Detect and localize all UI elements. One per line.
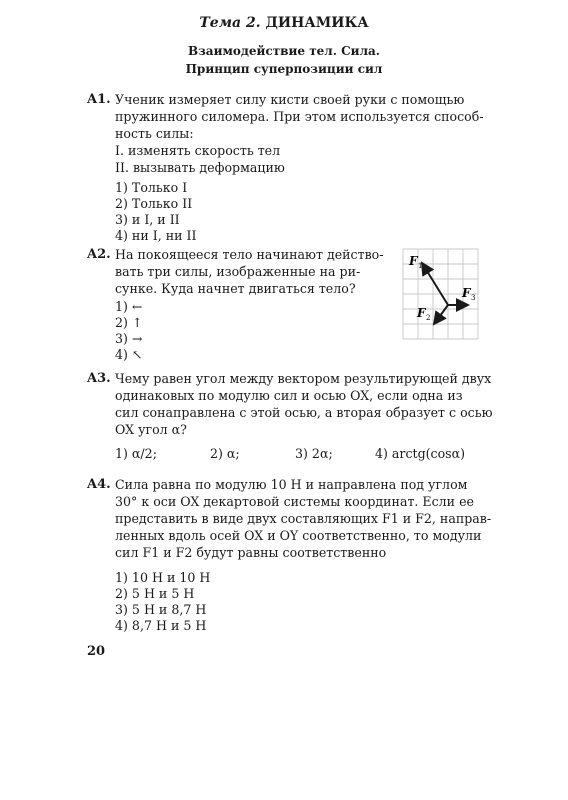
- force-f3-label: F: [462, 286, 471, 300]
- question-a2-option: 1) ←: [115, 299, 143, 314]
- question-a4-text-line: ленных вдоль осей OX и OY соответственно, то модули: [115, 528, 482, 543]
- force-f3-subscript: 3: [471, 294, 476, 302]
- question-a4-text-line: сил F1 и F2 будут равны соответственно: [115, 545, 387, 560]
- section-subtitle-line1: Взаимодействие тел. Сила.: [188, 44, 380, 58]
- chapter-title: [0, 15, 568, 31]
- question-a4-option: 2) 5 Н и 5 Н: [115, 586, 195, 601]
- question-a1-text-line: Ученик измеряет силу кисти своей руки с помощью: [115, 92, 465, 107]
- question-a3-option: 4) arctg(cosα): [375, 446, 466, 461]
- force-f2-label: F: [417, 306, 426, 320]
- page-number: 20: [87, 644, 106, 659]
- question-a3-text-line: сил сонаправлена с этой осью, а вторая образует с осью: [115, 405, 493, 420]
- force-f2-subscript: 2: [426, 314, 431, 322]
- question-a2-text-line: вать три силы, изображенные на ри-: [115, 264, 361, 279]
- question-a1-number: A1.: [87, 92, 111, 107]
- section-subtitle-line2: Принцип суперпозиции сил: [185, 62, 383, 76]
- question-a1-option: 4) ни I, ни II: [115, 228, 197, 243]
- question-a1-option: 2) Только II: [115, 196, 193, 211]
- question-a1-text-line: I. изменять скорость тел: [115, 143, 281, 158]
- question-a4-option: 3) 5 Н и 8,7 Н: [115, 602, 207, 617]
- question-a3-text-line: одинаковых по модулю сил и осью OX, если одна из: [115, 388, 463, 403]
- question-a4-text-line: представить в виде двух составляющих F1 и F2, направ-: [115, 511, 492, 526]
- force-vectors-figure: [395, 245, 490, 345]
- question-a3-option: 1) α/2;: [115, 446, 157, 461]
- question-a3-option: 3) 2α;: [295, 446, 333, 461]
- question-a1-option: 1) Только I: [115, 180, 188, 195]
- force-f1-arrow: [422, 263, 448, 305]
- question-a3-text-line: Чему равен угол между вектором результирующей двух: [115, 371, 492, 386]
- question-a4-option: 4) 8,7 Н и 5 Н: [115, 618, 207, 633]
- question-a2-text-line: сунке. Куда начнет двигаться тело?: [115, 281, 356, 296]
- question-a4-text-line: Сила равна по модулю 10 Н и направлена под углом: [115, 477, 468, 492]
- question-a4-text-line: 30° к оси OX декартовой системы координат. Если ее: [115, 494, 474, 509]
- question-a3-text-line: OX угол α?: [115, 422, 187, 437]
- question-a1-text-line: II. вызывать деформацию: [115, 160, 285, 175]
- question-a2-option: 4) ↖: [115, 347, 143, 362]
- question-a3-number: A3.: [87, 371, 111, 386]
- chapter-title-prefix: Тема 2.: [199, 15, 261, 31]
- question-a4-option: 1) 10 Н и 10 Н: [115, 570, 211, 585]
- question-a2-option: 3) →: [115, 331, 143, 346]
- force-f2-arrow: [434, 305, 448, 324]
- question-a4-number: A4.: [87, 477, 111, 492]
- chapter-title-main: ДИНАМИКА: [265, 15, 369, 31]
- force-f1-subscript: 1: [418, 262, 423, 270]
- question-a1-text-line: ность силы:: [115, 126, 194, 141]
- question-a1-text-line: пружинного силомера. При этом используется способ-: [115, 109, 484, 124]
- question-a2-number: A2.: [87, 247, 111, 262]
- question-a3-option: 2) α;: [210, 446, 240, 461]
- question-a2-option: 2) ↑: [115, 315, 143, 330]
- question-a2-text-line: На покоящееся тело начинают действо-: [115, 247, 384, 262]
- question-a1-option: 3) и I, и II: [115, 212, 180, 227]
- force-f1-label: F: [409, 254, 418, 268]
